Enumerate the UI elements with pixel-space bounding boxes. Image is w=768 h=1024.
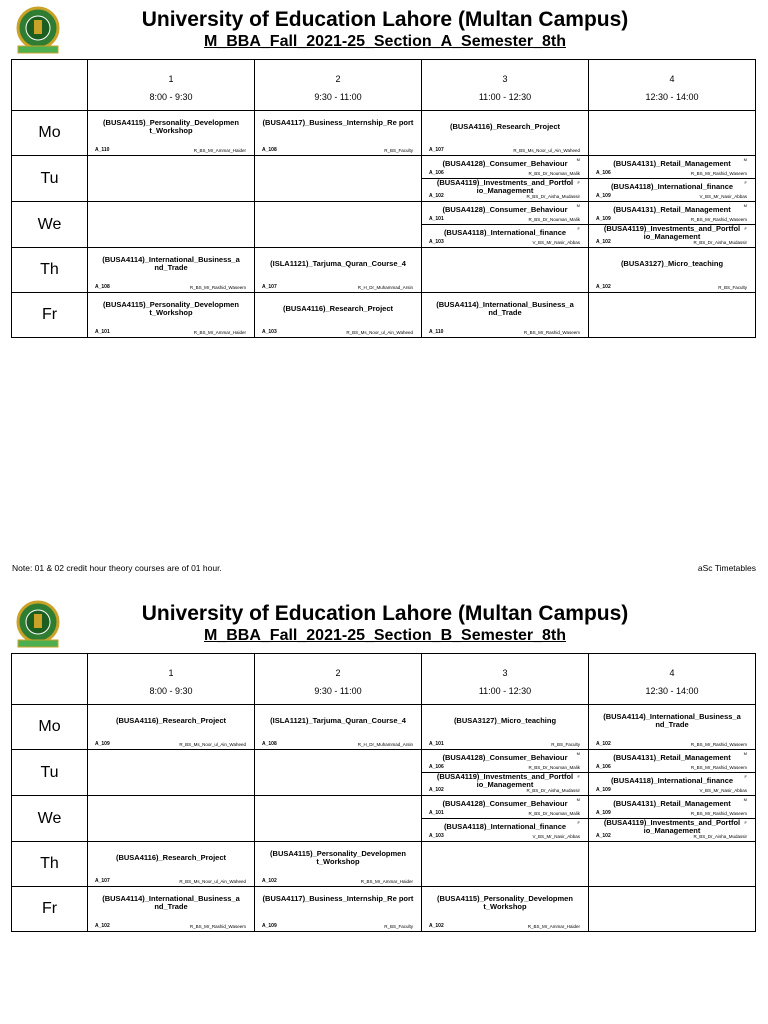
room-label: A_101 xyxy=(95,329,110,335)
teacher-label: V_BS_Mr_Nasir_Abbas xyxy=(532,834,580,839)
lesson-block xyxy=(422,796,588,819)
lesson-block xyxy=(88,111,254,155)
group-mark: F xyxy=(577,774,580,779)
teacher-label: R_BS_Mr_Ammar_Haider xyxy=(193,148,246,153)
course-name: (BUSA4115)_Personality_Developmen t_Workshop xyxy=(103,118,239,135)
lesson-block xyxy=(422,819,588,841)
table-row xyxy=(12,887,756,932)
teacher-label: V_BS_Mr_Nasir_Abbas xyxy=(532,240,580,245)
room-label: A_102 xyxy=(429,193,444,199)
lesson-block xyxy=(422,156,588,179)
day-label: Mo xyxy=(12,705,88,750)
page-title: University of Education Lahore (Multan Campus) xyxy=(141,602,629,625)
timetable-cell xyxy=(422,156,589,202)
teacher-label: R_BS_Mr_Rashid_Waseem xyxy=(690,217,747,222)
table-row xyxy=(12,248,756,293)
group-mark: M xyxy=(743,157,747,162)
course-name: (BUSA4131)_Retail_Management xyxy=(613,753,731,762)
lesson-block xyxy=(255,111,421,155)
course-name: (BUSA4114)_International_Business_a nd_Trade xyxy=(603,712,741,729)
course-name: (ISLA1121)_Tarjuma_Quran_Course_4 xyxy=(270,716,406,725)
day-label: Tu xyxy=(12,750,88,796)
group-mark: M xyxy=(576,797,580,802)
timetable-cell xyxy=(589,887,756,932)
timetable-grid xyxy=(11,59,756,338)
course-name: (BUSA4114)_International_Business_a nd_Trade xyxy=(102,894,240,911)
timetable-cell xyxy=(88,156,255,202)
timetable-grid xyxy=(11,653,756,932)
course-name: (BUSA4119)_Investments_and_Portfol io_Management xyxy=(436,772,574,789)
course-name: (BUSA4128)_Consumer_Behaviour xyxy=(442,205,568,214)
course-name: (BUSA4116)_Research_Project xyxy=(449,122,561,131)
room-label: A_109 xyxy=(596,216,611,222)
teacher-label: R_BS_Mr_Rashid_Waseem xyxy=(189,924,246,929)
timetable-cell xyxy=(422,750,589,796)
room-label: A_101 xyxy=(429,810,444,816)
room-label: A_106 xyxy=(429,764,444,770)
teacher-label: R_BS_Dr_Nouman_Malik xyxy=(528,765,580,770)
room-label: A_107 xyxy=(95,878,110,884)
course-name: (BUSA4116)_Research_Project xyxy=(282,304,394,313)
lesson-block xyxy=(255,842,421,886)
lesson-block xyxy=(255,248,421,292)
footer-note: Note: 01 & 02 credit hour theory courses are of 01 hour. xyxy=(12,563,222,573)
period-header: 2 9:30 - 11:00 xyxy=(255,60,422,111)
lesson-block xyxy=(589,819,755,841)
lesson-block xyxy=(422,887,588,931)
table-row xyxy=(12,796,756,842)
room-label: A_103 xyxy=(429,833,444,839)
table-row xyxy=(12,293,756,338)
timetable-cell xyxy=(255,796,422,842)
lesson-block xyxy=(422,293,588,337)
teacher-label: R_BS_Mr_Rashid_Waseem xyxy=(690,171,747,176)
room-label: A_110 xyxy=(95,147,110,153)
lesson-block xyxy=(589,796,755,819)
timetable-cell xyxy=(88,293,255,338)
room-label: A_109 xyxy=(596,787,611,793)
timetable-cell xyxy=(88,202,255,248)
course-name: (BUSA4117)_Business_Internship_Re port xyxy=(262,894,414,903)
timetable-cell xyxy=(589,111,756,156)
room-label: A_103 xyxy=(262,329,277,335)
timetable-cell xyxy=(422,796,589,842)
lesson-block xyxy=(422,705,588,749)
timetable-cell xyxy=(255,111,422,156)
lesson-block xyxy=(255,705,421,749)
room-label: A_102 xyxy=(596,284,611,290)
teacher-label: R_BS_Mr_Rashid_Waseem xyxy=(189,285,246,290)
corner-cell xyxy=(12,654,88,705)
course-name: (BUSA4119)_Investments_and_Portfol io_Management xyxy=(603,224,741,241)
teacher-label: R_BS_Dr_Nouman_Malik xyxy=(528,217,580,222)
teacher-label: R_BS_Mr_Ammar_Haider xyxy=(193,330,246,335)
teacher-label: V_BS_Mr_Nasir_Abbas xyxy=(699,788,747,793)
timetable-cell xyxy=(255,248,422,293)
room-label: A_102 xyxy=(596,833,611,839)
table-row xyxy=(12,705,756,750)
room-label: A_109 xyxy=(596,810,611,816)
course-name: (BUSA4118)_International_finance xyxy=(610,182,734,191)
timetable-cell xyxy=(422,842,589,887)
day-label: We xyxy=(12,202,88,248)
group-mark: M xyxy=(743,797,747,802)
teacher-label: R_BS_Mr_Rashid_Waseem xyxy=(690,811,747,816)
timetable-cell xyxy=(589,796,756,842)
timetable-cell xyxy=(422,248,589,293)
room-label: A_102 xyxy=(429,787,444,793)
course-name: (BUSA4118)_International_finance xyxy=(443,228,567,237)
footer-brand: aSc Timetables xyxy=(697,563,756,573)
table-row xyxy=(12,842,756,887)
lesson-block xyxy=(589,156,755,179)
section-title: M_BBA_Fall_2021-25_Section_B_Semester_8th xyxy=(204,627,566,644)
timetable-cell xyxy=(422,202,589,248)
university-logo-icon xyxy=(12,6,64,56)
teacher-label: R_BS_Mr_Ammar_Haider xyxy=(360,879,413,884)
timetable-cell xyxy=(255,705,422,750)
course-name: (BUSA4128)_Consumer_Behaviour xyxy=(442,753,568,762)
day-label: Th xyxy=(12,842,88,887)
lesson-block xyxy=(589,750,755,773)
timetable-cell xyxy=(88,887,255,932)
timetable-cell xyxy=(88,750,255,796)
lesson-block xyxy=(589,202,755,225)
group-mark: M xyxy=(576,203,580,208)
teacher-label: R_BS_Ms_Noor_ul_Ain_Waheed xyxy=(346,330,413,335)
lesson-block xyxy=(589,773,755,795)
timetable-cell xyxy=(88,111,255,156)
teacher-label: R_BS_Dr_Aisha_Mudassir xyxy=(693,240,747,245)
day-label: Fr xyxy=(12,887,88,932)
room-label: A_102 xyxy=(262,878,277,884)
course-name: (BUSA4119)_Investments_and_Portfol io_Management xyxy=(436,178,574,195)
page-title: University of Education Lahore (Multan Campus) xyxy=(141,8,629,31)
room-label: A_106 xyxy=(596,170,611,176)
group-mark: M xyxy=(743,751,747,756)
course-name: (BUSA4118)_International_finance xyxy=(443,822,567,831)
course-name: (BUSA4115)_Personality_Developmen t_Workshop xyxy=(270,849,406,866)
timetable-cell xyxy=(255,842,422,887)
lesson-block xyxy=(422,111,588,155)
period-header: 4 12:30 - 14:00 xyxy=(589,654,756,705)
room-label: A_106 xyxy=(429,170,444,176)
timetable-cell xyxy=(88,842,255,887)
period-header: 3 11:00 - 12:30 xyxy=(422,60,589,111)
table-row xyxy=(12,111,756,156)
lesson-block xyxy=(589,705,755,749)
course-name: (BUSA4115)_Personality_Developmen t_Workshop xyxy=(103,300,239,317)
group-mark: F xyxy=(577,180,580,185)
university-logo-icon xyxy=(12,600,64,650)
teacher-label: R_BS_Ms_Noor_ul_Ain_Waheed xyxy=(179,742,246,747)
teacher-label: R_BS_Mr_Rashid_Waseem xyxy=(690,742,747,747)
period-header: 1 8:00 - 9:30 xyxy=(88,60,255,111)
teacher-label: R_BS_Faculty xyxy=(384,924,413,929)
lesson-block xyxy=(422,225,588,247)
timetable-cell xyxy=(589,202,756,248)
timetable-cell xyxy=(589,156,756,202)
lesson-block xyxy=(589,225,755,247)
course-name: (BUSA4128)_Consumer_Behaviour xyxy=(442,799,568,808)
timetable-cell xyxy=(422,111,589,156)
course-name: (BUSA4115)_Personality_Developmen t_Workshop xyxy=(437,894,573,911)
lesson-block xyxy=(422,179,588,201)
room-label: A_110 xyxy=(429,329,444,335)
group-mark: F xyxy=(744,820,747,825)
teacher-label: R_BS_Dr_Nouman_Malik xyxy=(528,171,580,176)
teacher-label: R_BS_Dr_Aisha_Mudassir xyxy=(526,194,580,199)
teacher-label: R_BS_Ms_Noor_ul_Ain_Waheed xyxy=(179,879,246,884)
lesson-block xyxy=(422,773,588,795)
timetable-cell xyxy=(88,705,255,750)
day-label: Fr xyxy=(12,293,88,338)
teacher-label: R_BS_Faculty xyxy=(718,285,747,290)
timetable-cell xyxy=(589,842,756,887)
teacher-label: R_BS_Mr_Ammar_Haider xyxy=(527,924,580,929)
group-mark: F xyxy=(744,226,747,231)
course-name: (BUSA4116)_Research_Project xyxy=(115,853,227,862)
period-header: 2 9:30 - 11:00 xyxy=(255,654,422,705)
course-name: (BUSA4114)_International_Business_a nd_Trade xyxy=(102,255,240,272)
table-row xyxy=(12,202,756,248)
teacher-label: V_BS_Mr_Nasir_Abbas xyxy=(699,194,747,199)
timetable-cell xyxy=(255,293,422,338)
course-name: (BUSA3127)_Micro_teaching xyxy=(620,259,724,268)
corner-cell xyxy=(12,60,88,111)
timetable-cell xyxy=(589,293,756,338)
room-label: A_101 xyxy=(429,216,444,222)
lesson-block xyxy=(88,248,254,292)
teacher-label: R_BS_Dr_Aisha_Mudassir xyxy=(526,788,580,793)
room-label: A_101 xyxy=(429,741,444,747)
group-mark: F xyxy=(577,226,580,231)
period-header: 4 12:30 - 14:00 xyxy=(589,60,756,111)
teacher-label: R_BS_Dr_Nouman_Malik xyxy=(528,811,580,816)
room-label: A_108 xyxy=(262,741,277,747)
course-name: (BUSA4128)_Consumer_Behaviour xyxy=(442,159,568,168)
timetable-cell xyxy=(422,293,589,338)
table-row xyxy=(12,156,756,202)
timetable-cell xyxy=(255,156,422,202)
group-mark: F xyxy=(744,774,747,779)
timetable-cell xyxy=(255,887,422,932)
lesson-block xyxy=(88,842,254,886)
timetable-cell xyxy=(589,248,756,293)
room-label: A_106 xyxy=(596,764,611,770)
lesson-block xyxy=(88,293,254,337)
lesson-block xyxy=(88,705,254,749)
room-label: A_109 xyxy=(262,923,277,929)
day-label: Mo xyxy=(12,111,88,156)
period-header: 3 11:00 - 12:30 xyxy=(422,654,589,705)
section-title: M_BBA_Fall_2021-25_Section_A_Semester_8th xyxy=(204,33,566,50)
room-label: A_103 xyxy=(429,239,444,245)
day-label: Tu xyxy=(12,156,88,202)
timetable-cell xyxy=(422,887,589,932)
teacher-label: R_BS_Faculty xyxy=(384,148,413,153)
timetable-cell xyxy=(589,750,756,796)
room-label: A_102 xyxy=(95,923,110,929)
teacher-label: R_BS_Faculty xyxy=(551,742,580,747)
group-mark: M xyxy=(576,751,580,756)
timetable-cell xyxy=(589,705,756,750)
timetable-cell xyxy=(422,705,589,750)
teacher-label: R_H_Dr_Muhammad_Arsin xyxy=(357,742,413,747)
room-label: A_102 xyxy=(596,239,611,245)
room-label: A_107 xyxy=(262,284,277,290)
course-name: (BUSA4131)_Retail_Management xyxy=(613,799,731,808)
timetable-cell xyxy=(88,796,255,842)
room-label: A_108 xyxy=(262,147,277,153)
lesson-block xyxy=(88,887,254,931)
teacher-label: R_H_Dr_Muhammad_Arsin xyxy=(357,285,413,290)
room-label: A_102 xyxy=(429,923,444,929)
course-name: (BUSA4116)_Research_Project xyxy=(115,716,227,725)
lesson-block xyxy=(422,202,588,225)
table-row xyxy=(12,750,756,796)
room-label: A_108 xyxy=(95,284,110,290)
room-label: A_102 xyxy=(596,741,611,747)
course-name: (BUSA4114)_International_Business_a nd_Trade xyxy=(436,300,574,317)
timetable-cell xyxy=(255,750,422,796)
teacher-label: R_BS_Mr_Rashid_Waseem xyxy=(523,330,580,335)
course-name: (BUSA4131)_Retail_Management xyxy=(613,205,731,214)
lesson-block xyxy=(255,887,421,931)
lesson-block xyxy=(589,179,755,201)
timetable-cell xyxy=(88,248,255,293)
teacher-label: R_BS_Mr_Rashid_Waseem xyxy=(690,765,747,770)
lesson-block xyxy=(422,750,588,773)
teacher-label: R_BS_Dr_Aisha_Mudassir xyxy=(693,834,747,839)
teacher-label: R_BS_Ms_Noor_ul_Ain_Waheed xyxy=(513,148,580,153)
day-label: Th xyxy=(12,248,88,293)
course-name: (BUSA3127)_Micro_teaching xyxy=(453,716,557,725)
lesson-block xyxy=(589,248,755,292)
group-mark: M xyxy=(576,157,580,162)
course-name: (BUSA4119)_Investments_and_Portfol io_Management xyxy=(603,818,741,835)
group-mark: F xyxy=(744,180,747,185)
room-label: A_109 xyxy=(95,741,110,747)
lesson-block xyxy=(255,293,421,337)
timetable-cell xyxy=(255,202,422,248)
room-label: A_109 xyxy=(596,193,611,199)
course-name: (BUSA4117)_Business_Internship_Re port xyxy=(262,118,414,127)
period-header: 1 8:00 - 9:30 xyxy=(88,654,255,705)
group-mark: F xyxy=(577,820,580,825)
course-name: (ISLA1121)_Tarjuma_Quran_Course_4 xyxy=(270,259,406,268)
day-label: We xyxy=(12,796,88,842)
group-mark: M xyxy=(743,203,747,208)
course-name: (BUSA4131)_Retail_Management xyxy=(613,159,731,168)
room-label: A_107 xyxy=(429,147,444,153)
course-name: (BUSA4118)_International_finance xyxy=(610,776,734,785)
